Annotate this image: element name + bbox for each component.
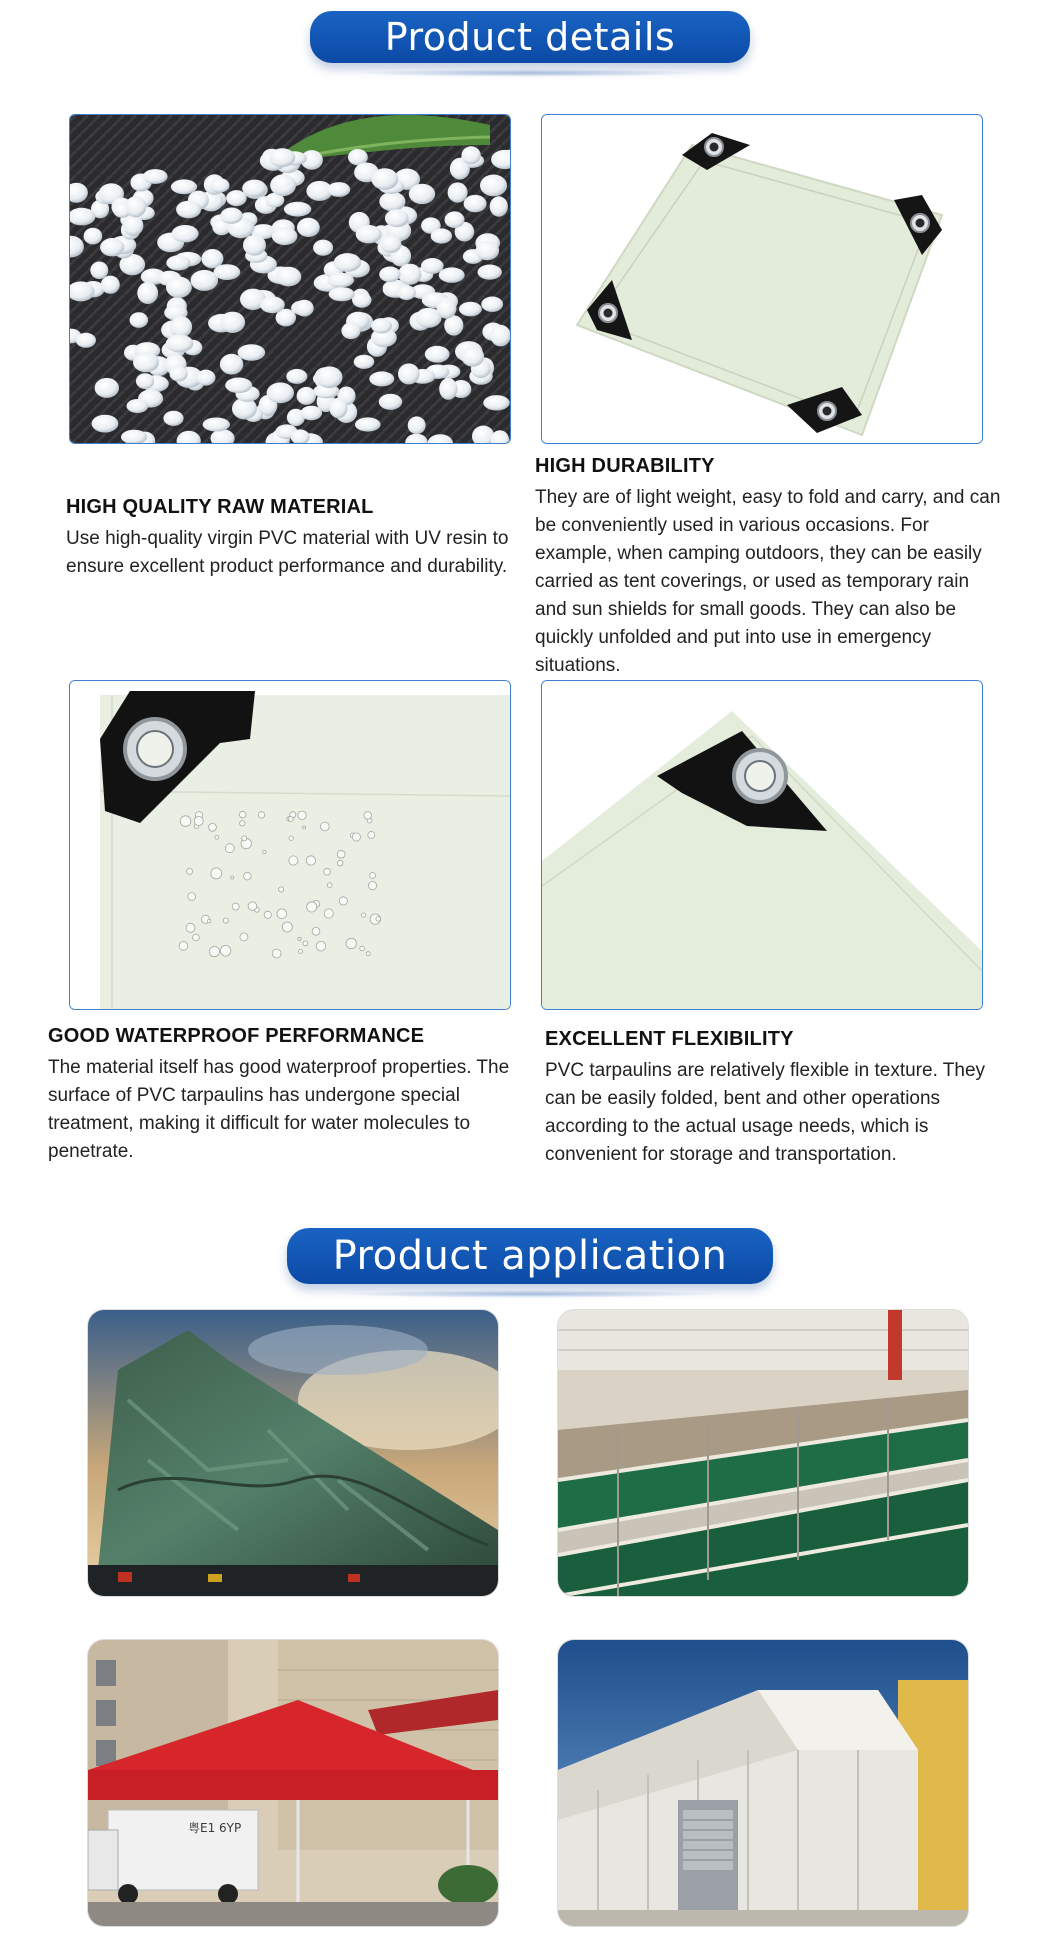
product-details-title: Product details bbox=[384, 15, 676, 59]
pellet bbox=[92, 415, 119, 433]
application-warehouse-tent-image bbox=[558, 1640, 968, 1926]
product-details-banner bbox=[310, 11, 750, 63]
pellet bbox=[356, 225, 382, 243]
pellet bbox=[269, 148, 295, 167]
water-droplet bbox=[303, 826, 306, 829]
flexible-tarp-corner-illustration bbox=[542, 681, 982, 1009]
water-droplet bbox=[360, 946, 365, 951]
pellet bbox=[352, 292, 371, 307]
pellet bbox=[101, 276, 120, 294]
pellet bbox=[286, 369, 307, 384]
raw-material-text: Use high-quality virgin PVC material with UV resin to ensure excellent product performance and durability. bbox=[66, 528, 509, 577]
pellet bbox=[371, 318, 392, 333]
flexibility-caption bbox=[545, 1028, 995, 1169]
pellet bbox=[276, 267, 302, 287]
water-droplet bbox=[327, 883, 332, 888]
product-application-banner bbox=[287, 1228, 773, 1284]
pellet bbox=[408, 416, 426, 434]
pellet bbox=[196, 370, 215, 386]
flexibility-title: EXCELLENT FLEXIBILITY bbox=[545, 1028, 794, 1050]
pellet bbox=[166, 277, 192, 298]
pellet bbox=[284, 202, 311, 217]
water-droplet bbox=[337, 850, 345, 858]
water-droplet bbox=[244, 872, 252, 880]
water-droplet bbox=[289, 856, 298, 865]
pellet bbox=[137, 282, 158, 304]
pellet bbox=[133, 353, 159, 373]
pellet bbox=[334, 253, 361, 272]
water-droplet bbox=[272, 949, 281, 958]
pellet bbox=[203, 418, 230, 432]
water-droplet bbox=[368, 832, 375, 839]
water-droplet bbox=[324, 909, 333, 918]
pellet bbox=[123, 215, 144, 236]
pellet bbox=[478, 265, 502, 280]
water-droplet bbox=[366, 952, 370, 956]
water-droplet bbox=[231, 876, 234, 879]
water-droplet bbox=[209, 947, 219, 957]
water-droplet bbox=[209, 823, 217, 831]
pellet bbox=[170, 366, 188, 381]
product-application-title: Product application bbox=[332, 1233, 728, 1279]
pellet bbox=[176, 201, 201, 219]
pellet bbox=[267, 382, 294, 403]
pellet bbox=[84, 228, 103, 245]
pellet bbox=[270, 174, 296, 196]
raw-material-title: HIGH QUALITY RAW MATERIAL bbox=[66, 496, 374, 518]
water-droplet bbox=[303, 941, 308, 946]
pellet bbox=[76, 333, 96, 348]
pellet bbox=[172, 225, 199, 242]
pellet bbox=[329, 398, 347, 419]
water-droplet bbox=[264, 911, 271, 918]
pellet bbox=[379, 394, 402, 410]
pellet bbox=[461, 146, 480, 164]
pellet bbox=[214, 264, 241, 280]
water-droplet bbox=[298, 937, 301, 940]
durability-caption bbox=[535, 455, 1005, 680]
water-droplet bbox=[223, 918, 228, 923]
application-canopy-tent-image bbox=[88, 1640, 498, 1926]
pellet bbox=[379, 267, 400, 283]
water-droplet bbox=[339, 897, 347, 905]
water-droplet bbox=[186, 923, 195, 932]
water-droplet bbox=[362, 913, 366, 917]
pellet bbox=[127, 399, 149, 413]
pellet bbox=[166, 255, 190, 270]
pellet bbox=[369, 371, 394, 386]
waterproof-image bbox=[69, 680, 511, 1010]
water-droplet bbox=[248, 902, 257, 911]
pellet bbox=[480, 175, 507, 197]
pellet bbox=[100, 238, 124, 256]
water-droplet bbox=[207, 919, 211, 923]
water-droplet bbox=[187, 868, 193, 874]
tarp-square-illustration bbox=[542, 115, 982, 443]
pellet bbox=[409, 184, 435, 204]
pellet bbox=[220, 208, 242, 224]
pellet bbox=[490, 196, 508, 216]
flexibility-image bbox=[541, 680, 983, 1010]
water-droplet bbox=[352, 833, 360, 841]
water-droplet bbox=[307, 902, 317, 912]
water-droplet bbox=[240, 821, 245, 826]
pellet bbox=[243, 235, 266, 256]
pellet bbox=[445, 211, 465, 228]
pellet bbox=[327, 273, 354, 288]
water-droplet bbox=[306, 856, 315, 865]
pellet bbox=[220, 354, 243, 375]
water-droplet bbox=[337, 860, 343, 866]
pellet bbox=[171, 179, 197, 194]
pellet bbox=[220, 312, 245, 333]
pellet bbox=[90, 262, 108, 280]
pellet bbox=[355, 417, 381, 431]
pellet bbox=[437, 297, 457, 318]
pellet bbox=[238, 344, 266, 361]
pellet bbox=[313, 240, 333, 256]
raw-material-image bbox=[69, 114, 511, 444]
pellet bbox=[130, 312, 149, 328]
pellet bbox=[490, 325, 510, 347]
water-droplet bbox=[299, 949, 303, 953]
pellet bbox=[397, 285, 416, 300]
pellet bbox=[297, 387, 316, 405]
water-droplet bbox=[258, 812, 264, 818]
pellet bbox=[380, 235, 401, 253]
pellet bbox=[464, 195, 487, 212]
flexibility-text: PVC tarpaulins are relatively flexible in texture. They can be easily folded, bent and other operations according to the actual usage needs, which is convenient for storage and transportation. bbox=[545, 1060, 986, 1165]
durability-title: HIGH DURABILITY bbox=[535, 455, 715, 477]
water-droplet bbox=[220, 946, 231, 957]
water-droplet bbox=[282, 922, 292, 932]
water-droplet bbox=[239, 811, 246, 818]
durability-image bbox=[541, 114, 983, 444]
pellet bbox=[226, 190, 247, 206]
pellet bbox=[421, 258, 444, 274]
application-fish-pond-image bbox=[558, 1310, 968, 1596]
water-droplet bbox=[298, 811, 306, 819]
water-droplet bbox=[346, 938, 356, 948]
pellet bbox=[431, 228, 452, 243]
pellet bbox=[163, 411, 183, 426]
pellet bbox=[136, 373, 154, 389]
pellet bbox=[210, 178, 230, 193]
pvc-pellets-illustration bbox=[70, 115, 510, 443]
water-droplet bbox=[215, 836, 219, 840]
warehouse-tent-illustration bbox=[558, 1640, 968, 1926]
pellet bbox=[448, 182, 468, 202]
water-droplet bbox=[193, 934, 200, 941]
water-droplet bbox=[312, 927, 320, 935]
water-droplet bbox=[179, 942, 188, 951]
water-droplet bbox=[188, 893, 196, 901]
pellet bbox=[425, 346, 450, 363]
water-droplet bbox=[240, 933, 248, 941]
fish-pond-illustration bbox=[558, 1310, 968, 1596]
durability-text: They are of light weight, easy to fold and carry, and can be conveniently used in various occasions. For example, when camping outdoors, they can be easily carried as tent coverings, or used as temporary rain and sun shields for small goods. They can also be quickly unfolded and put into use in emergency situations. bbox=[535, 487, 1001, 676]
water-droplet bbox=[324, 868, 331, 875]
canopy-tent-illustration bbox=[88, 1640, 498, 1926]
pellet bbox=[260, 296, 285, 313]
pellet bbox=[398, 264, 421, 285]
water-droplet bbox=[277, 909, 287, 919]
pellet bbox=[476, 241, 500, 261]
pellet bbox=[371, 168, 398, 190]
pellet bbox=[125, 196, 146, 217]
water-droplet bbox=[320, 822, 329, 831]
water-droplet bbox=[279, 887, 284, 892]
pellet bbox=[483, 395, 509, 410]
truck-cover-illustration bbox=[88, 1310, 498, 1596]
waterproof-caption bbox=[48, 1025, 538, 1166]
water-droplet bbox=[288, 817, 293, 822]
water-droplet bbox=[211, 868, 222, 879]
pellet bbox=[301, 406, 323, 421]
water-droplet bbox=[376, 917, 381, 922]
water-droplet bbox=[368, 882, 376, 890]
pellet bbox=[461, 346, 484, 367]
water-droplet bbox=[225, 844, 234, 853]
water-droplet bbox=[370, 873, 376, 879]
pellet bbox=[439, 267, 465, 282]
water-droplet bbox=[263, 850, 266, 853]
pellet bbox=[459, 302, 482, 317]
pellet bbox=[166, 335, 194, 353]
pellet bbox=[439, 378, 457, 400]
pellet bbox=[398, 363, 420, 384]
pellet bbox=[143, 169, 168, 184]
water-droplet bbox=[194, 817, 203, 826]
pellet bbox=[95, 378, 119, 398]
water-droplet bbox=[364, 812, 372, 820]
waterproof-tarp-illustration bbox=[70, 681, 510, 1009]
waterproof-text: The material itself has good waterproof properties. The surface of PVC tarpaulins has undergone special treatment, making it difficult for water molecules to penetrate. bbox=[48, 1057, 510, 1162]
pellet bbox=[297, 218, 320, 237]
pellet bbox=[385, 209, 409, 227]
pellet bbox=[170, 316, 192, 338]
raw-material-caption bbox=[66, 496, 516, 581]
pellet bbox=[329, 287, 355, 301]
pellet bbox=[295, 300, 314, 317]
pellet bbox=[341, 322, 360, 339]
pellet bbox=[481, 297, 503, 312]
pellet bbox=[316, 366, 342, 388]
water-droplet bbox=[242, 836, 247, 841]
truck-plate-text: 粤E1 6YP bbox=[188, 1821, 242, 1835]
pellet bbox=[272, 227, 298, 245]
pellet bbox=[354, 355, 375, 369]
pellet bbox=[327, 182, 350, 197]
waterproof-title: GOOD WATERPROOF PERFORMANCE bbox=[48, 1025, 425, 1047]
pellet bbox=[242, 180, 266, 197]
water-droplet bbox=[180, 816, 191, 827]
water-droplet bbox=[289, 836, 293, 840]
pellet bbox=[225, 378, 252, 394]
water-droplet bbox=[316, 941, 326, 951]
water-droplet bbox=[232, 903, 239, 910]
application-truck-cover-image bbox=[88, 1310, 498, 1596]
pellet bbox=[379, 192, 405, 211]
